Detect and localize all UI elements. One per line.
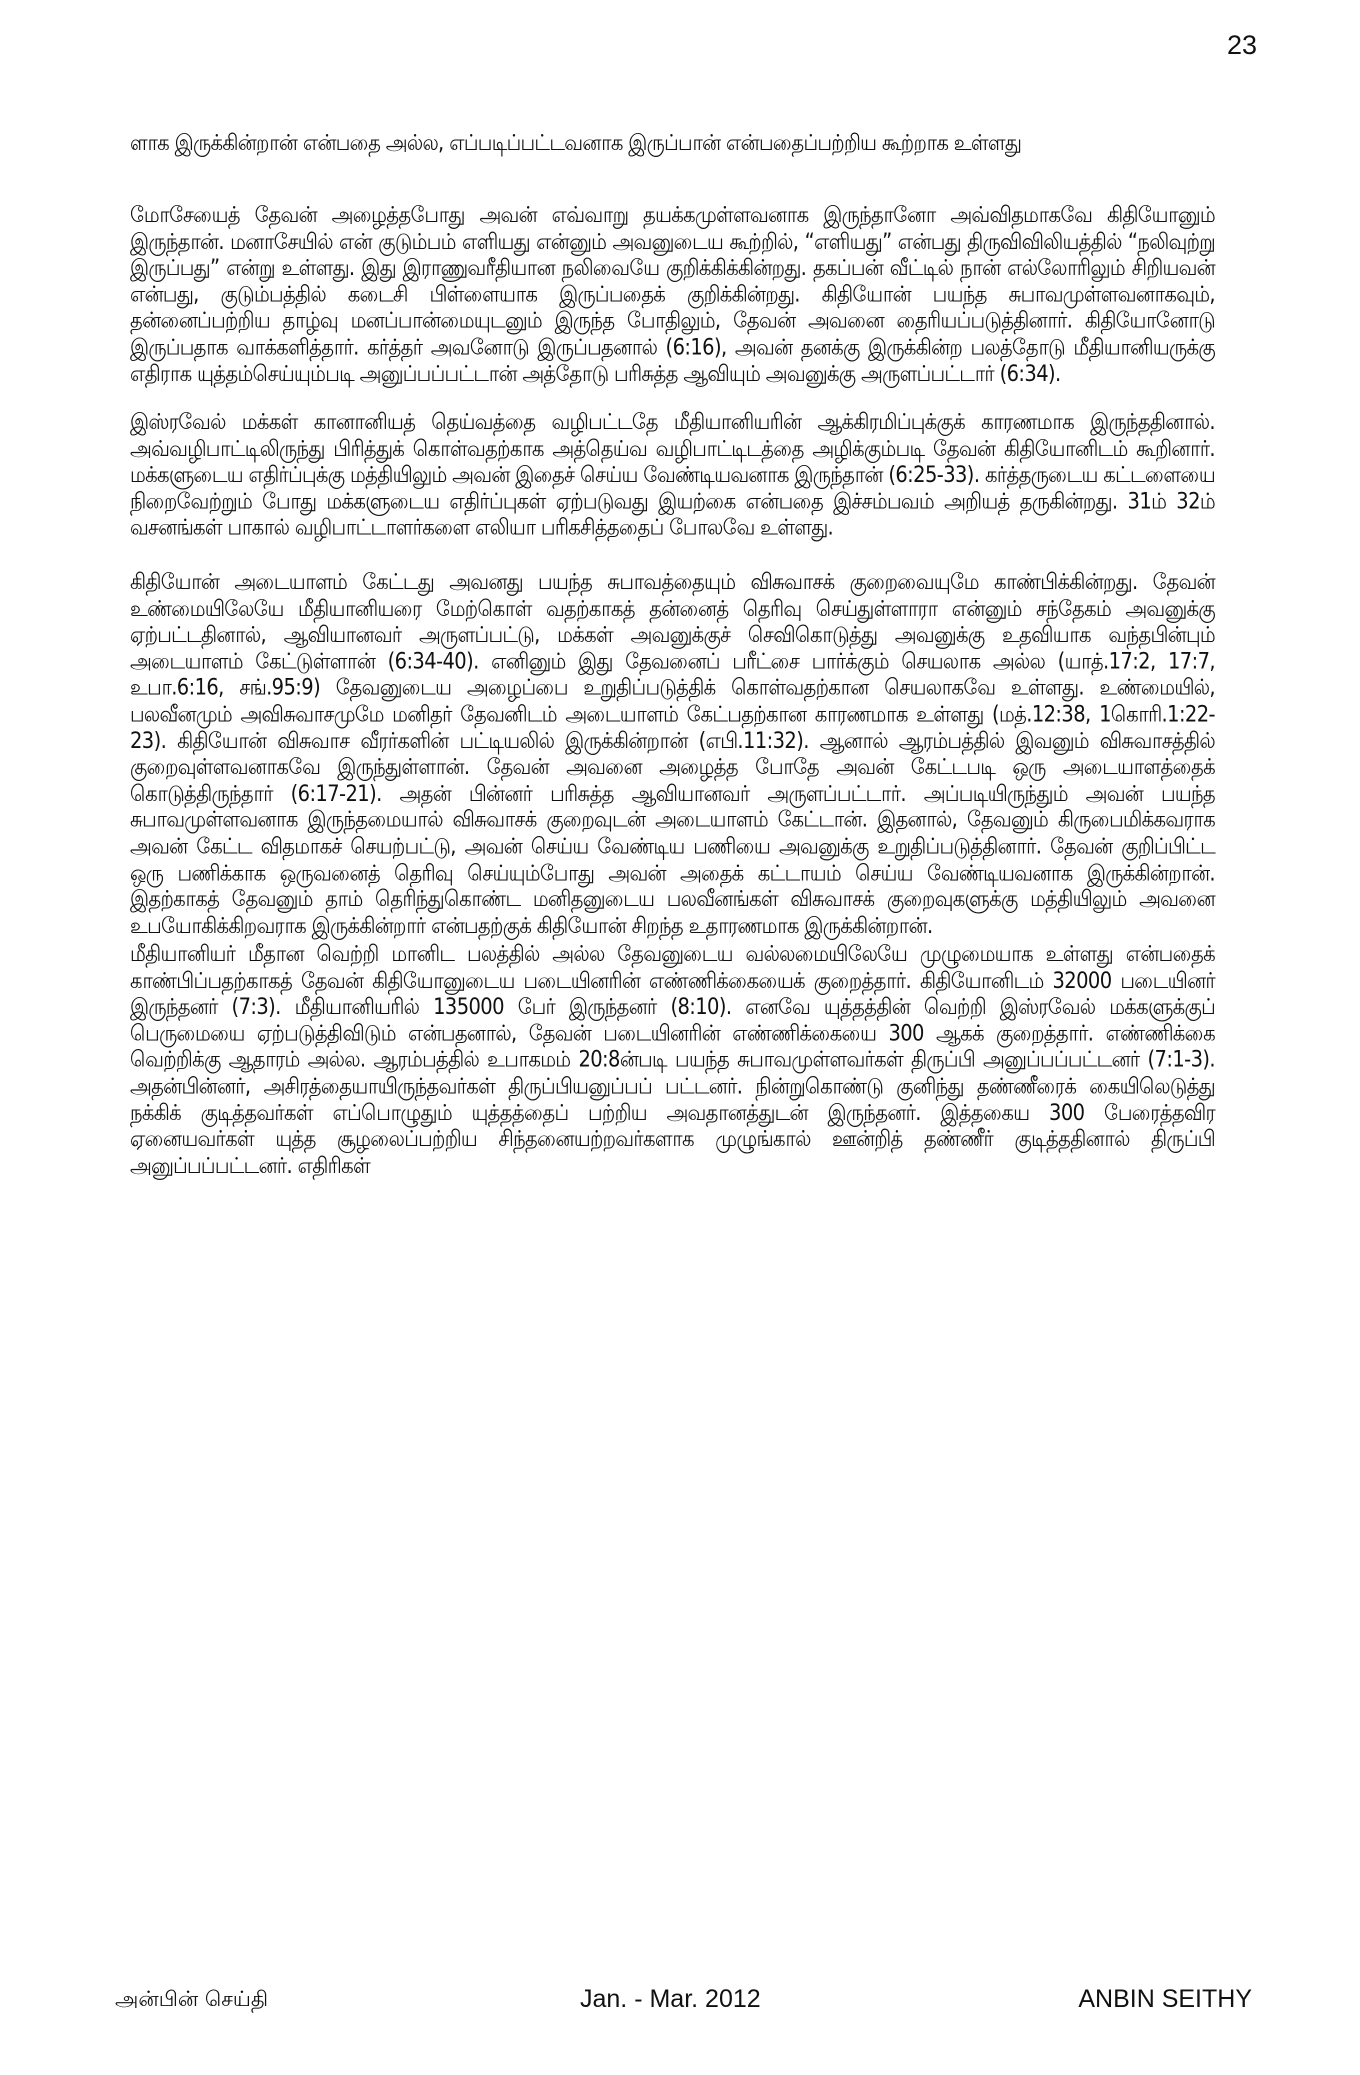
paragraph-5: மீதியானியர் மீதான வெற்றி மானிட பலத்தில் அல்ல தேவனுடைய வல்லமையிலேயே முழுமையாக உள்ளது என்பதைக் காண்பிப்பதற்காகத் தேவன் கிதியோனுடைய படையினரின் எண்ணிக்கையைக் குறைத்தார். கிதியோனிடம் 32000 படையினர் இருந்தனர் (7:3). மீதியானியரில் 135000 பேர் இருந்தனர் (8:10). எனவே யுத்தத்தின் வெற்றி இஸ்ரவேல் மக்களுக்குப் பெருமையை ஏற்படுத்திவிடும் என்பதனால், தேவன் படையினரின் எண்ணிக்கையை 300 ஆகக் குறைத்தார். எண்ணிக்கை வெற்றிக்கு ஆதாரம் அல்ல. ஆரம்பத்தில் உபாகமம் 20:8ன்படி பயந்த சுபாவமுள்ளவர்கள் திருப்பி அனுப்பப்பட்டனர் (7:1-3). அதன்பின்னர், அசிரத்தையாயிருந்தவர்கள் திருப்பியனுப்பப் பட்டனர். நின்றுகொண்டு குனிந்து தண்ணீரைக் கையிலெடுத்து நக்கிக் குடித்தவர்கள் எப்பொழுதும் யுத்தத்தைப் பற்றிய அவதானத்துடன் இருந்தனர். இத்தகைய 300 பேரைத்தவிர ஏனையவர்கள் யுத்த சூழலைப்பற்றிய சிந்தனையற்றவர்களாக முழுங்கால் ஊன்றித் தண்ணீர் குடித்ததினால் திருப்பி அனுப்பப்பட்டனர். எதிரிகள்: [130, 941, 1215, 1179]
footer-issue-date: Jan. - Mar. 2012: [580, 1985, 761, 2013]
paragraph-3: இஸ்ரவேல் மக்கள் கானானியத் தெய்வத்தை வழிபட்டதே மீதியானியரின் ஆக்கிரமிப்புக்குக் காரணமாக இருந்ததினால். அவ்வழிபாட்டிலிருந்து பிரித்துக் கொள்வதற்காக அத்தெய்வ வழிபாட்டிடத்தை அழிக்கும்படி தேவன் கிதியோனிடம் கூறினார். மக்களுடைய எதிர்ப்புக்கு மத்தியிலும் அவன் இதைச் செய்ய வேண்டியவனாக இருந்தான் (6:25-33). கர்த்தருடைய கட்டளையை நிறைவேற்றும் போது மக்களுடைய எதிர்ப்புகள் ஏற்படுவது இயற்கை என்பதை இச்சம்பவம் அறியத் தருகின்றது. 31ம் 32ம் வசனங்கள் பாகால் வழிபாட்டாளர்களை எலியா பரிகசித்ததைப் போலவே உள்ளது.: [130, 408, 1215, 541]
paragraph-4: கிதியோன் அடையாளம் கேட்டது அவனது பயந்த சுபாவத்தையும் விசுவாசக் குறைவையுமே காண்பிக்கின்றது. தேவன் உண்மையிலேயே மீதியானியரை மேற்கொள் வதற்காகத் தன்னைத் தெரிவு செய்துள்ளாரா என்னும் சந்தேகம் அவனுக்கு ஏற்பட்டதினால், ஆவியானவர் அருளப்பட்டு, மக்கள் அவனுக்குச் செவிகொடுத்து அவனுக்கு உதவியாக வந்தபின்பும் அடையாளம் கேட்டுள்ளான் (6:34-40). எனினும் இது தேவனைப் பரீட்சை பார்க்கும் செயலாக அல்ல (யாத்.17:2, 17:7, உபா.6:16, சங்.95:9) தேவனுடைய அழைப்பை உறுதிப்படுத்திக் கொள்வதற்கான செயலாகவே உள்ளது. உண்மையில், பலவீனமும் அவிசுவாசமுமே மனிதர் தேவனிடம் அடையாளம் கேட்பதற்கான காரணமாக உள்ளது (மத்.12:38, 1கொரி.1:22-23). கிதியோன் விசுவாச வீரர்களின் பட்டியலில் இருக்கின்றான் (எபி.11:32). ஆனால் ஆரம்பத்தில் இவனும் விசுவாசத்தில் குறைவுள்ளவனாகவே இருந்துள்ளான். தேவன் அவனை அழைத்த போதே அவன் கேட்டபடி ஒரு அடையாளத்தைக் கொடுத்திருந்தார் (6:17-21). அதன் பின்னர் பரிசுத்த ஆவியானவர் அருளப்பட்டார். அப்படியிருந்தும் அவன் பயந்த சுபாவமுள்ளவனாக இருந்தமையால் விசுவாசக் குறைவுடன் அடையாளம் கேட்டான். இதனால், தேவனும் கிருபைமிக்கவராக அவன் கேட்ட விதமாகச் செயற்பட்டு, அவன் செய்ய வேண்டிய பணியை அவனுக்கு உறுதிப்படுத்தினார். தேவன் குறிப்பிட்ட ஒரு பணிக்காக ஒருவனைத் தெரிவு செய்யும்போது அவன் அதைக் கட்டாயம் செய்ய வேண்டியவனாக இருக்கின்றான். இதற்காகத் தேவனும் தாம் தெரிந்துகொண்ட மனிதனுடைய பலவீனங்கள் விசுவாசக் குறைவுகளுக்கு மத்தியிலும் அவனை உபயோகிக்கிறவராக இருக்கின்றார் என்பதற்குக் கிதியோன் சிறந்த உதாரணமாக இருக்கின்றான்.: [130, 568, 1215, 939]
paragraph-2: மோசேயைத் தேவன் அழைத்தபோது அவன் எவ்வாறு தயக்கமுள்ளவனாக இருந்தானோ அவ்விதமாகவே கிதியோனும் இருந்தான். மனாசேயில் என் குடும்பம் எளியது என்னும் அவனுடைய கூற்றில், “எளியது” என்பது திருவிவிலியத்தில் “நலிவுற்று இருப்பது” என்று உள்ளது. இது இராணுவரீதியான நலிவையே குறிக்கிக்கின்றது. தகப்பன் வீட்டில் நான் எல்லோரிலும் சிறியவன் என்பது, குடும்பத்தில் கடைசி பிள்ளையாக இருப்பதைக் குறிக்கின்றது. கிதியோன் பயந்த சுபாவமுள்ளவனாகவும், தன்னைப்பற்றிய தாழ்வு மனப்பான்மையுடனும் இருந்த போதிலும், தேவன் அவனை தைரியப்படுத்தினார். கிதியோனோடு இருப்பதாக வாக்களித்தார். கர்த்தர் அவனோடு இருப்பதனால் (6:16), அவன் தனக்கு இருக்கின்ற பலத்தோடு மீதியானியருக்கு எதிராக யுத்தம்செய்யும்படி அனுப்பப்பட்டான் அத்தோடு பரிசுத்த ஆவியும் அவனுக்கு அருளப்பட்டார் (6:34).: [130, 201, 1215, 386]
footer-magazine-title-tamil: அன்பின் செய்தி: [115, 1987, 269, 2011]
article-body: [130, 130, 1215, 1197]
page-footer: [115, 1985, 1252, 2021]
page-number: 23: [1226, 30, 1257, 60]
footer-magazine-title-english: ANBIN SEITHY: [1078, 1985, 1252, 2013]
paragraph-1: ளாக இருக்கின்றான் என்பதை அல்ல, எப்படிப்பட்டவனாக இருப்பான் என்பதைப்பற்றிய கூற்றாக உள்ளது: [130, 130, 1022, 156]
